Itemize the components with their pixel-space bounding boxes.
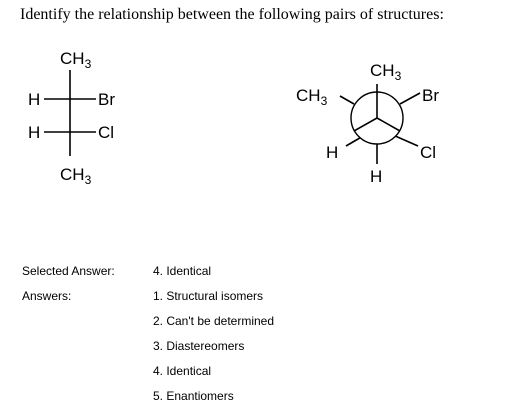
fischer-row1-right: Br bbox=[98, 90, 115, 109]
question-text: Identify the relationship between the following pairs of structures: bbox=[20, 6, 444, 23]
newman-bond-ch3 bbox=[340, 96, 354, 104]
fischer-row2-left: H bbox=[28, 123, 41, 142]
newman-projection bbox=[296, 61, 439, 186]
answer-option-5: 5. Enantiomers bbox=[153, 389, 234, 403]
newman-top-ch3: $CH_3$ bbox=[370, 61, 402, 83]
fischer-row1-left: H bbox=[28, 90, 41, 109]
newman-cl: Cl bbox=[420, 143, 437, 162]
fischer-top-ch3: $CH_3$ bbox=[60, 49, 92, 71]
fischer-bottom-ch3: $CH_3$ bbox=[60, 165, 92, 187]
newman-bond-br bbox=[400, 93, 420, 104]
answer-option-2: 2. Can't be determined bbox=[153, 314, 275, 328]
newman-h-bottom: H bbox=[370, 167, 383, 186]
answer-option-3: 3. Diastereomers bbox=[153, 339, 245, 353]
newman-br: Br bbox=[422, 86, 439, 105]
fischer-projection bbox=[28, 49, 115, 187]
selected-answer-label: Selected Answer: bbox=[22, 264, 115, 278]
selected-answer-value: 4. Identical bbox=[153, 264, 212, 278]
answer-option-1: 1. Structural isomers bbox=[153, 289, 264, 303]
newman-ch3-left: $CH_3$ bbox=[296, 86, 328, 108]
fischer-row2-right: Cl bbox=[98, 123, 115, 142]
answers-label: Answers: bbox=[22, 289, 72, 303]
newman-h-left: H bbox=[326, 143, 339, 162]
answer-option-4: 4. Identical bbox=[153, 364, 212, 378]
